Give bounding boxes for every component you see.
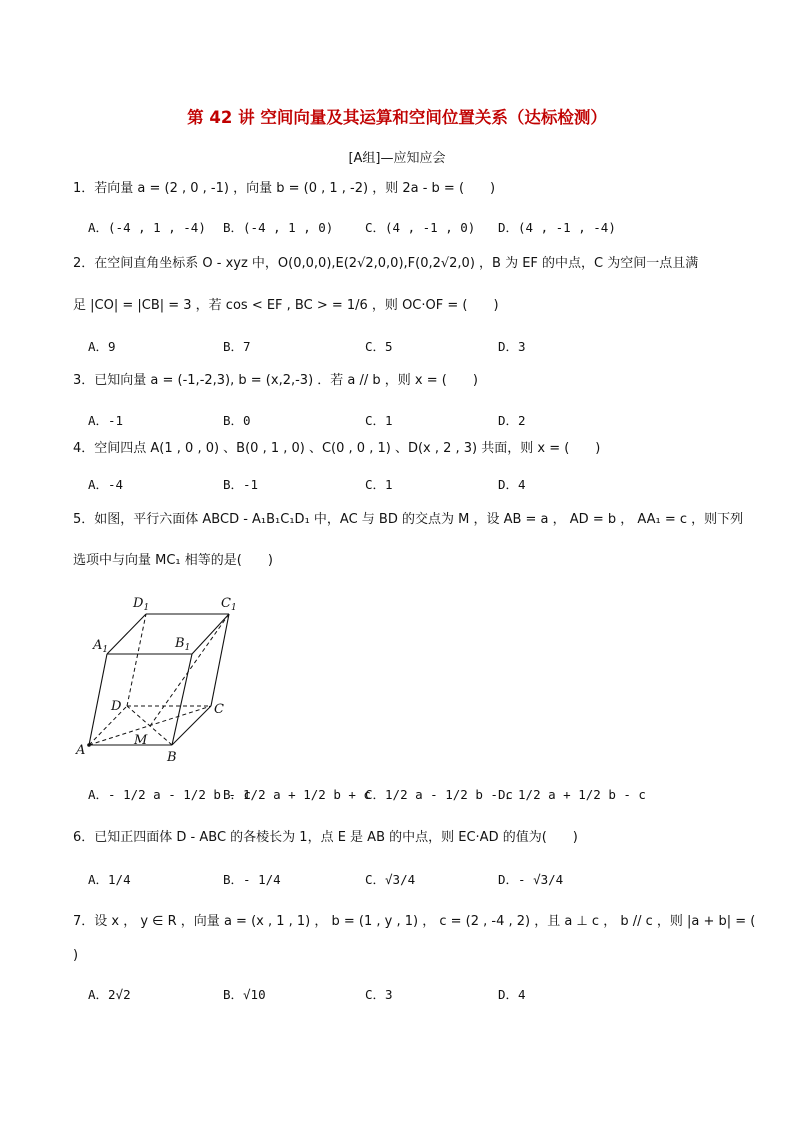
edge-b1-c1	[192, 614, 229, 654]
question-2-options	[88, 337, 728, 359]
option-c[interactable]: C．1	[365, 413, 393, 428]
edge-d1-a1	[107, 614, 146, 654]
question-1: 1．若向量 a = (2 , 0 , -1) ，向量 b = (0 , 1 , -2) ，则 2a - b = ( )	[73, 181, 496, 196]
option-c[interactable]: C．5	[365, 339, 393, 354]
question-3-options	[88, 411, 728, 433]
option-d[interactable]: D．4	[498, 477, 526, 492]
question-1-options	[88, 218, 728, 240]
edge-b-b1	[172, 654, 192, 745]
option-c[interactable]: C．1/2 a - 1/2 b - c	[365, 787, 513, 802]
option-b[interactable]: B．√10	[223, 987, 266, 1002]
edge-c-c1	[211, 614, 229, 706]
option-a[interactable]: A．2√2	[88, 987, 131, 1002]
option-b[interactable]: B．- 1/4	[223, 872, 281, 887]
section-heading: [A组]—应知应会	[348, 151, 446, 166]
option-c[interactable]: C．√3/4	[365, 872, 416, 887]
label-b: B	[167, 750, 177, 765]
label-c1: $C_1$	[221, 596, 237, 613]
label-c: C	[214, 702, 224, 717]
option-a[interactable]: A．-4	[88, 477, 124, 492]
option-a[interactable]: A．- 1/2 a - 1/2 b - c	[88, 787, 252, 802]
edge-a-a1	[89, 654, 107, 745]
option-a[interactable]: A．1/4	[88, 872, 131, 887]
question-7-options	[88, 985, 728, 1007]
label-b1: $B_1$	[175, 636, 191, 653]
question-5-line-2: 选项中与向量 MC₁ 相等的是( )	[73, 553, 273, 568]
label-a: A	[76, 743, 86, 758]
option-b[interactable]: B．7	[223, 339, 251, 354]
option-d[interactable]: D．3	[498, 339, 526, 354]
question-2-line-2: 足 |CO| = |CB| = 3 ，若 cos < EF , BC > = 1/6 ，则 OC·OF = ( )	[73, 298, 499, 313]
option-d[interactable]: D．2	[498, 413, 526, 428]
page-title: 第 42 讲 空间向量及其运算和空间位置关系（达标检测）	[187, 108, 607, 127]
option-b[interactable]: B．(-4 , 1 , 0)	[223, 220, 334, 235]
label-m: M	[134, 733, 148, 748]
question-5-options	[88, 785, 728, 807]
option-b[interactable]: B．-1	[223, 477, 259, 492]
label-a1: $A_1$	[93, 638, 109, 655]
option-d[interactable]: D．- √3/4	[498, 872, 564, 887]
option-d[interactable]: D．(4 , -1 , -4)	[498, 220, 616, 235]
option-a[interactable]: A．-1	[88, 413, 124, 428]
option-b[interactable]: B．0	[223, 413, 251, 428]
option-a[interactable]: A．(-4 , 1 , -4)	[88, 220, 206, 235]
parallelepiped-figure	[70, 588, 250, 768]
option-b[interactable]: B．1/2 a + 1/2 b + c	[223, 787, 371, 802]
option-a[interactable]: A．9	[88, 339, 116, 354]
option-d[interactable]: D．4	[498, 987, 526, 1002]
edge-d-d1	[127, 614, 146, 706]
label-d: D	[111, 699, 122, 714]
option-c[interactable]: C．1	[365, 477, 393, 492]
point-a	[87, 743, 91, 747]
question-3: 3．已知向量 a = (-1,-2,3), b = (x,2,-3) ．若 a // b ，则 x = ( )	[73, 373, 478, 388]
question-7-line-1: 7．设 x ， y ∈ R ，向量 a = (x , 1 , 1) ， b = (1 , y , 1) ， c = (2 , -4 , 2) ，且 a ⊥ c ， b // c ，则 |a + b| = (	[73, 914, 756, 929]
question-2-line-1: 2．在空间直角坐标系 O - xyz 中，O(0,0,0),E(2√2,0,0),F(0,2√2,0) ，B 为 EF 的中点，C 为空间一点且满	[73, 256, 699, 271]
question-6: 6．已知正四面体 D - ABC 的各棱长为 1，点 E 是 AB 的中点，则 EC·AD 的值为( )	[73, 830, 578, 845]
question-4: 4．空间四点 A(1 , 0 , 0) 、B(0 , 1 , 0) 、C(0 , 0 , 1) 、D(x , 2 , 3) 共面，则 x = ( )	[73, 441, 601, 456]
option-c[interactable]: C．3	[365, 987, 393, 1002]
question-5-line-1: 5．如图，平行六面体 ABCD - A₁B₁C₁D₁ 中，AC 与 BD 的交点为 M ，设 AB = a ， AD = b ， AA₁ = c ，则下列	[73, 512, 744, 527]
option-d[interactable]: D．1/2 a + 1/2 b - c	[498, 787, 646, 802]
label-d1: $D_1$	[133, 596, 150, 613]
question-6-options	[88, 870, 728, 892]
question-7-line-2: )	[73, 948, 79, 963]
option-c[interactable]: C．(4 , -1 , 0)	[365, 220, 476, 235]
question-4-options	[88, 475, 728, 497]
